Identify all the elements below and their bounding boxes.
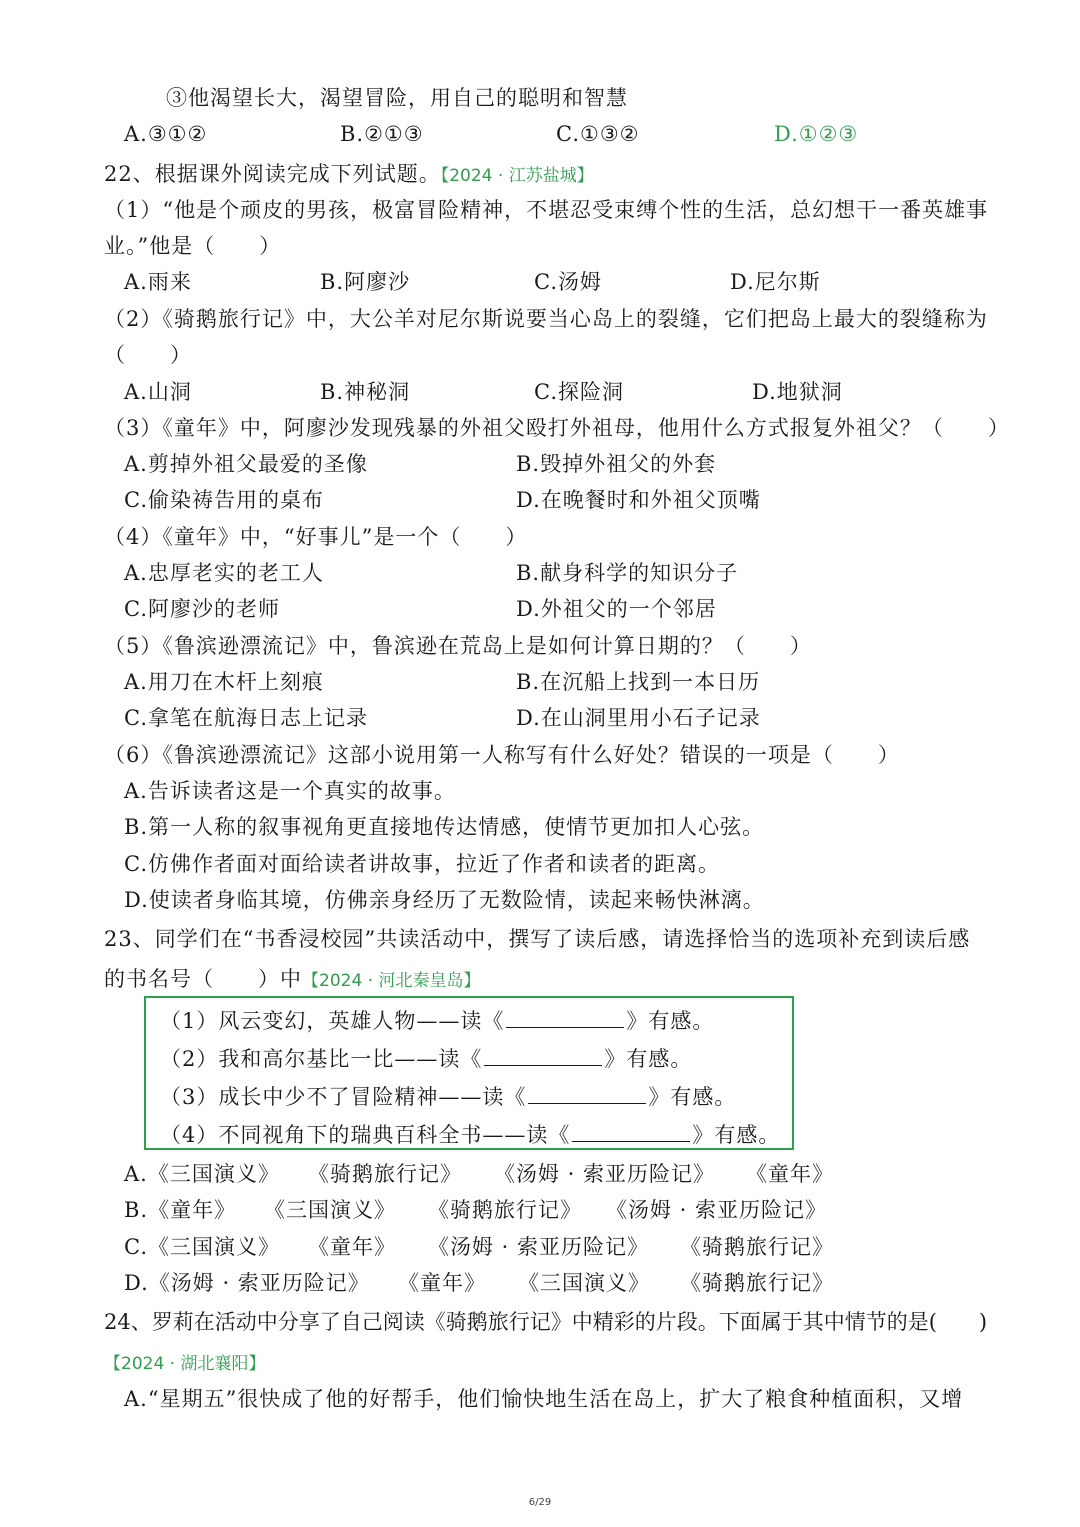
q22-s4-line1: （4）《童年》中，“好事儿”是一个（ ）	[104, 525, 528, 549]
q22-s5-option-a[interactable]: A.用刀在木杆上刻痕	[124, 670, 324, 694]
q23-option-c-4: 《骑鹅旅行记》	[680, 1235, 834, 1259]
q22-s1-option-a[interactable]: A.雨来	[124, 270, 192, 294]
q23-option-a-4: 《童年》	[746, 1162, 834, 1186]
q22-s6-option-b[interactable]: B.第一人称的叙事视角更直接地传达情感，使情节更加扣人心弦。	[124, 815, 765, 839]
q23-box-item-1-post: 》有感。	[626, 1009, 715, 1033]
q22-s1-option-d[interactable]: D.尼尔斯	[730, 270, 821, 294]
q22-s6-option-c[interactable]: C.仿佛作者面对面给读者讲故事，拉近了作者和读者的距离。	[124, 852, 720, 876]
q22-s4-option-d[interactable]: D.外祖父的一个邻居	[516, 597, 717, 621]
q23-source-tag: 【2024 · 河北秦皇岛】	[302, 971, 481, 991]
q22-s2-line2: （ ）	[104, 343, 192, 367]
q23-option-b-2: 《三国演义》	[264, 1198, 396, 1222]
q22-s2-option-b[interactable]: B.神秘洞	[320, 380, 411, 404]
q22-s5-line1: （5）《鲁滨逊漂流记》中，鲁滨逊在荒岛上是如何计算日期的？（ ）	[104, 634, 812, 658]
q23-line2	[104, 965, 480, 995]
q23-option-a-1[interactable]: A.《三国演义》	[124, 1162, 280, 1186]
q22-s6-option-d[interactable]: D.使读者身临其境，仿佛亲身经历了无数险情，读起来畅快淋漓。	[124, 888, 765, 912]
q22-s4-option-b[interactable]: B.献身科学的知识分子	[516, 561, 739, 585]
q22-s6-option-a[interactable]: A.告诉读者这是一个真实的故事。	[124, 779, 456, 803]
q22-s5-option-d[interactable]: D.在山洞里用小石子记录	[516, 706, 761, 730]
q23-box-item-3-post: 》有感。	[648, 1085, 737, 1109]
q22-s4-option-a[interactable]: A.忠厚老实的老工人	[124, 561, 324, 585]
q23-option-b-1[interactable]: B.《童年》	[124, 1198, 237, 1222]
q23-box-item-1-pre: （1）风云变幻，英雄人物——读《	[160, 1009, 505, 1033]
q23-box-item-2	[160, 1045, 692, 1073]
q24-option-a[interactable]: A.“星期五”很快成了他的好帮手，他们愉快地生活在岛上，扩大了粮食种植面积，又增	[124, 1387, 964, 1411]
q23-box-item-4-post: 》有感。	[692, 1123, 781, 1147]
q22-s3-option-a[interactable]: A.剪掉外祖父最爱的圣像	[124, 452, 368, 476]
q22-s3-line1: （3）《童年》中，阿廖沙发现残暴的外祖父殴打外祖母，他用什么方式报复外祖父？（ ）	[104, 416, 1010, 440]
q21-option-b[interactable]: B.②①③	[340, 122, 424, 146]
q22-stem	[104, 160, 594, 190]
q23-option-b-4: 《汤姆 · 索亚历险记》	[606, 1198, 828, 1222]
q22-s1-option-b[interactable]: B.阿廖沙	[320, 270, 411, 294]
q22-s1-option-c[interactable]: C.汤姆	[534, 270, 602, 294]
page-number: 6/29	[528, 1497, 552, 1508]
q23-box-item-4-pre: （4）不同视角下的瑞典百科全书——读《	[160, 1123, 571, 1147]
q22-s1-line1: （1）“他是个顽皮的男孩，极富冒险精神，不堪忍受束缚个性的生活，总幻想干一番英雄事	[104, 198, 989, 222]
q23-box-item-2-pre: （2）我和高尔基比一比——读《	[160, 1047, 483, 1071]
q23-option-c-3: 《汤姆 · 索亚历险记》	[428, 1235, 650, 1259]
q22-s2-option-d[interactable]: D.地狱洞	[752, 380, 843, 404]
q22-s2-option-c[interactable]: C.探险洞	[534, 380, 624, 404]
q23-line1: 23、同学们在“书香浸校园”共读活动中，撰写了读后感，请选择恰当的选项补充到读后感	[104, 927, 971, 951]
q21-item3-text: ③他渴望长大，渴望冒险，用自己的聪明和智慧	[166, 86, 628, 110]
q23-option-c-2: 《童年》	[308, 1235, 396, 1259]
q23-option-a-3: 《汤姆 · 索亚历险记》	[494, 1162, 716, 1186]
q24-source-tag: 【2024 · 湖北襄阳】	[104, 1354, 266, 1374]
q22-s1-line2: 业。”他是（ ）	[104, 234, 282, 258]
q23-option-d-4: 《骑鹅旅行记》	[680, 1271, 834, 1295]
q23-option-c-1[interactable]: C.《三国演义》	[124, 1235, 280, 1259]
q22-s2-option-a[interactable]: A.山洞	[124, 380, 192, 404]
q21-option-a[interactable]: A.③①②	[124, 122, 208, 146]
q23-box-item-2-post: 》有感。	[604, 1047, 693, 1071]
q23-blank-1[interactable]	[506, 1007, 624, 1028]
q22-source-tag: 【2024 · 江苏盐城】	[440, 166, 594, 186]
q22-s3-option-c[interactable]: C.偷染祷告用的桌布	[124, 488, 324, 512]
q22-s6-line1: （6）《鲁滨逊漂流记》这部小说用第一人称写有什么好处？错误的一项是（ ）	[104, 743, 900, 767]
q23-box-item-4	[160, 1121, 780, 1149]
q23-option-d-2: 《童年》	[398, 1271, 486, 1295]
q23-blank-4[interactable]	[572, 1121, 690, 1142]
q22-stem-text: 22、根据课外阅读完成下列试题。	[104, 162, 441, 186]
q23-option-d-3: 《三国演义》	[518, 1271, 650, 1295]
q24-line1: 24、罗莉在活动中分享了自己阅读《骑鹅旅行记》中精彩的片段。下面属于其中情节的是( )	[104, 1310, 988, 1334]
q21-option-d[interactable]: D.①②③	[774, 122, 859, 146]
q22-s3-option-b[interactable]: B.毁掉外祖父的外套	[516, 452, 717, 476]
q23-option-b-3: 《骑鹅旅行记》	[428, 1198, 582, 1222]
q23-option-a-2: 《骑鹅旅行记》	[308, 1162, 462, 1186]
q23-box-item-1	[160, 1007, 714, 1035]
q23-option-d-1[interactable]: D.《汤姆 · 索亚历险记》	[124, 1271, 370, 1295]
q22-s4-option-c[interactable]: C.阿廖沙的老师	[124, 597, 280, 621]
q23-box-item-3-pre: （3）成长中少不了冒险精神——读《	[160, 1085, 527, 1109]
q23-blank-3[interactable]	[528, 1083, 646, 1104]
q23-line2-text: 的书名号（ ）中	[104, 967, 302, 991]
q22-s5-option-b[interactable]: B.在沉船上找到一本日历	[516, 670, 761, 694]
q23-box-item-3	[160, 1083, 736, 1111]
q21-option-c[interactable]: C.①③②	[556, 122, 640, 146]
q22-s3-option-d[interactable]: D.在晚餐时和外祖父顶嘴	[516, 488, 761, 512]
q22-s2-line1: （2）《骑鹅旅行记》中，大公羊对尼尔斯说要当心岛上的裂缝，它们把岛上最大的裂缝称为	[104, 307, 988, 331]
q22-s5-option-c[interactable]: C.拿笔在航海日志上记录	[124, 706, 368, 730]
q23-blank-2[interactable]	[484, 1045, 602, 1066]
